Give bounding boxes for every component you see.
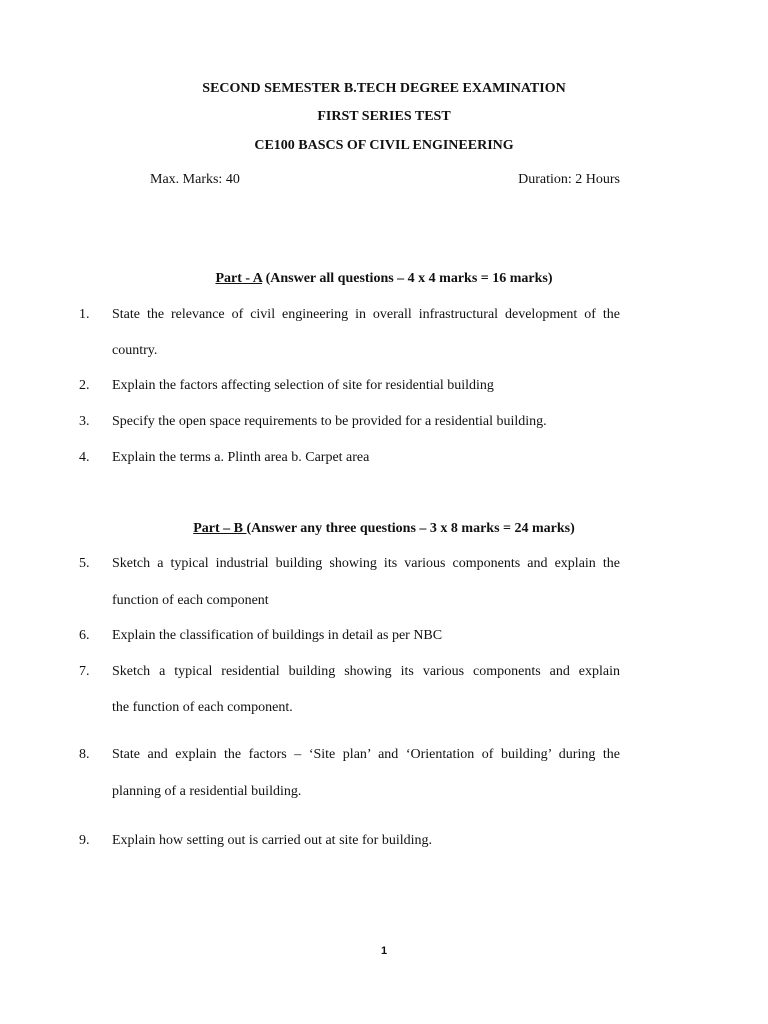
question-number: 3. <box>79 414 90 429</box>
part-b-title: Part – B <box>193 521 247 536</box>
question-text: Explain the terms a. Plinth area b. Carpet area <box>112 450 370 465</box>
exam-title: SECOND SEMESTER B.TECH DEGREE EXAMINATION <box>202 81 566 96</box>
course-title: CE100 BASCS OF CIVIL ENGINEERING <box>254 138 514 153</box>
question-text-continued: planning of a residential building. <box>112 784 302 799</box>
question-text: Explain how setting out is carried out at site for building. <box>112 833 432 848</box>
question-text: Sketch a typical residential building showing its various components and explain <box>112 664 620 679</box>
question-number: 8. <box>79 747 90 762</box>
question-text-continued: the function of each component. <box>112 700 293 715</box>
part-a-title: Part - A <box>215 271 263 286</box>
question-number: 1. <box>79 307 90 322</box>
max-marks: Max. Marks: 40 <box>150 172 240 187</box>
question-text: Explain the classification of buildings in detail as per NBC <box>112 628 443 643</box>
question-text: Specify the open space requirements to be provided for a residential building. <box>112 414 547 429</box>
question-number: 6. <box>79 628 90 643</box>
part-a-heading <box>0 271 768 287</box>
question-text: State and explain the factors – ‘Site plan’ and ‘Orientation of building’ during the <box>112 747 620 762</box>
test-title: FIRST SERIES TEST <box>317 109 451 124</box>
question-text-continued: function of each component <box>112 593 269 608</box>
part-b-instruction: (Answer any three questions – 3 x 8 marks = 24 marks) <box>246 521 575 536</box>
page-number: 1 <box>380 945 388 957</box>
question-text: State the relevance of civil engineering in overall infrastructural development of the <box>112 307 620 322</box>
question-number: 7. <box>79 664 90 679</box>
question-number: 9. <box>79 833 90 848</box>
duration: Duration: 2 Hours <box>518 172 620 187</box>
question-text: Explain the factors affecting selection of site for residential building <box>112 378 494 393</box>
question-number: 2. <box>79 378 90 393</box>
part-b-heading <box>0 521 768 537</box>
question-text: Sketch a typical industrial building showing its various components and explain the <box>112 556 620 571</box>
question-number: 4. <box>79 450 90 465</box>
question-text-continued: country. <box>112 343 158 358</box>
part-a-instruction: (Answer all questions – 4 x 4 marks = 16 marks) <box>262 271 553 286</box>
question-number: 5. <box>79 556 90 571</box>
